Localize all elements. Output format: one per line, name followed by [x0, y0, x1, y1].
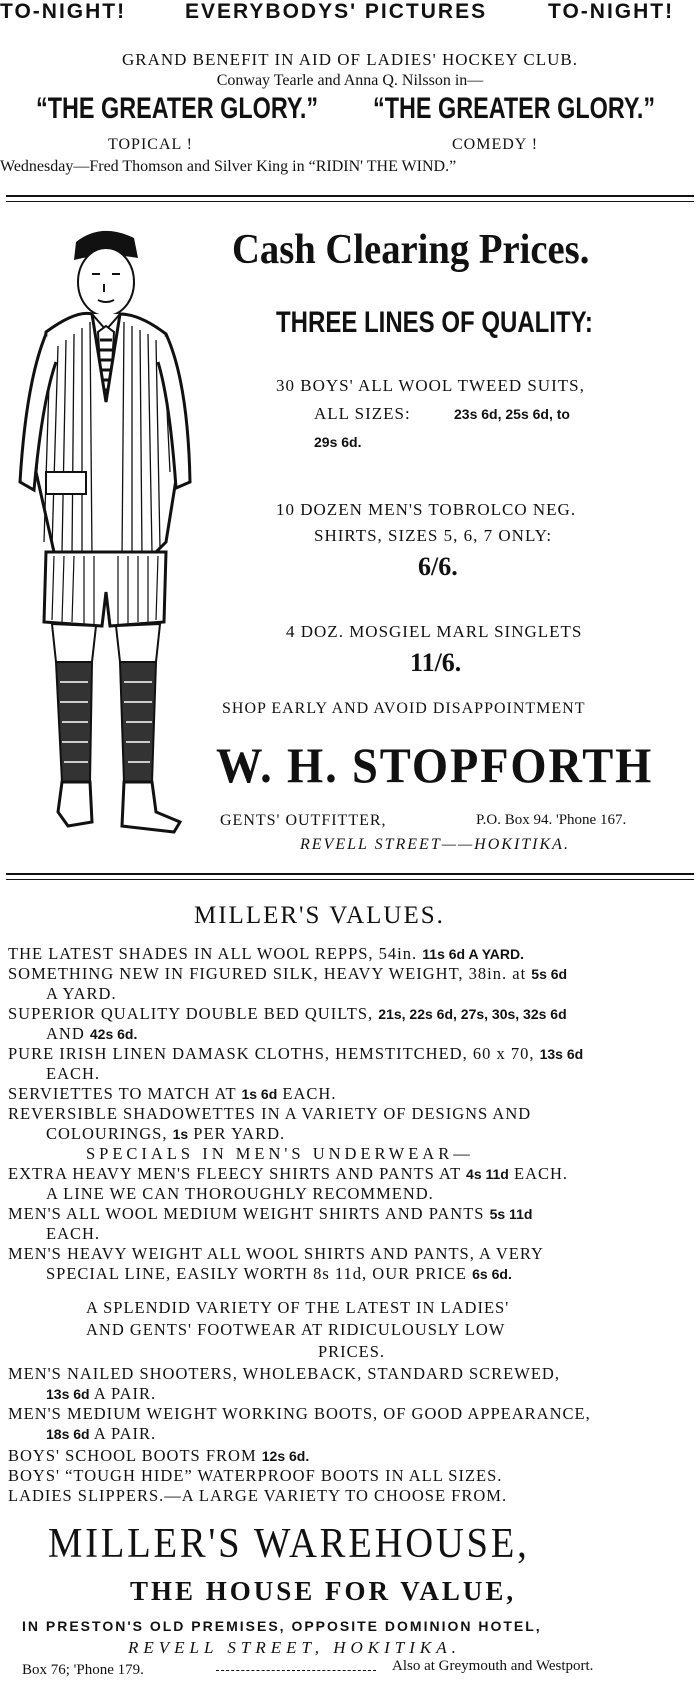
- millers-box: Box 76; 'Phone 179.: [22, 1662, 144, 1678]
- millers-warehouse-name: MILLER'S WAREHOUSE,: [48, 1521, 530, 1567]
- millers-line: LADIES SLIPPERS.—A LARGE VARIETY TO CHOOSE FROM.: [8, 1486, 508, 1505]
- millers-line: AND 42s 6d.: [46, 1024, 138, 1043]
- item1-prices-a: 23s 6d, 25s 6d, to: [454, 406, 570, 422]
- wednesday-line: Wednesday—Fred Thomson and Silver King in “RIDIN' THE WIND.”: [0, 158, 457, 175]
- millers-line: 18s 6d A PAIR.: [46, 1424, 157, 1443]
- millers-line: SPECIALS IN MEN'S UNDERWEAR—: [86, 1144, 474, 1163]
- millers-line: 13s 6d A PAIR.: [46, 1384, 157, 1403]
- millers-line: MEN'S NAILED SHOOTERS, WHOLEBACK, STANDARD SCREWED,: [8, 1364, 560, 1383]
- stopforth-subheading: THREE LINES OF QUALITY:: [276, 306, 593, 339]
- film-title-right: “THE GREATER GLORY.”: [373, 92, 656, 125]
- millers-premises: IN PRESTON'S OLD PREMISES, OPPOSITE DOMINION HOTEL,: [22, 1618, 542, 1634]
- cinema-header-left: TO-NIGHT!: [0, 0, 127, 23]
- millers-line: SPECIAL LINE, EASILY WORTH 8s 11d, OUR PRICE 6s 6d.: [46, 1264, 512, 1283]
- millers-street: REVELL STREET, HOKITIKA.: [128, 1638, 461, 1657]
- millers-line: SERVIETTES TO MATCH AT 1s 6d EACH.: [8, 1084, 337, 1103]
- millers-line: A SPLENDID VARIETY OF THE LATEST IN LADIES': [86, 1298, 510, 1317]
- millers-line: MEN'S MEDIUM WEIGHT WORKING BOOTS, OF GOOD APPEARANCE,: [8, 1404, 591, 1423]
- item1-line2: ALL SIZES:: [314, 404, 411, 423]
- millers-line: SUPERIOR QUALITY DOUBLE BED QUILTS, 21s, 22s 6d, 27s, 30s, 32s 6d: [8, 1004, 567, 1023]
- millers-line: MEN'S HEAVY WEIGHT ALL WOOL SHIRTS AND PANTS, A VERY: [8, 1244, 544, 1263]
- shop-early-line: SHOP EARLY AND AVOID DISAPPOINTMENT: [222, 700, 586, 717]
- millers-line: PURE IRISH LINEN DAMASK CLOTHS, HEMSTITCHED, 60 x 70, 13s 6d: [8, 1044, 584, 1063]
- stars-line: Conway Tearle and Anna Q. Nilsson in—: [216, 72, 484, 89]
- cinema-header-center: EVERYBODYS' PICTURES: [185, 0, 488, 23]
- comedy-label: COMEDY !: [452, 136, 539, 153]
- stopforth-trade: GENTS' OUTFITTER,: [220, 812, 387, 829]
- divider-2b: [6, 879, 694, 880]
- millers-line: EACH.: [46, 1224, 101, 1243]
- millers-slogan: THE HOUSE FOR VALUE,: [130, 1576, 517, 1606]
- item2-line2: SHIRTS, SIZES 5, 6, 7 ONLY:: [314, 526, 553, 545]
- millers-line: EXTRA HEAVY MEN'S FLEECY SHIRTS AND PANTS AT 4s 11d EACH.: [8, 1164, 569, 1183]
- millers-line: THE LATEST SHADES IN ALL WOOL REPPS, 54in. 11s 6d A YARD.: [8, 944, 524, 963]
- item2-price: 6/6.: [418, 552, 458, 581]
- divider-2: [6, 873, 694, 875]
- item2-line1: 10 DOZEN MEN'S TOBROLCO NEG.: [276, 500, 577, 519]
- millers-line: MEN'S ALL WOOL MEDIUM WEIGHT SHIRTS AND PANTS 5s 11d: [8, 1204, 533, 1223]
- stopforth-address: REVELL STREET——HOKITIKA.: [300, 836, 570, 853]
- benefit-line: GRAND BENEFIT IN AID OF LADIES' HOCKEY CLUB.: [121, 50, 578, 69]
- divider-1b: [6, 201, 694, 202]
- millers-line: PRICES.: [318, 1342, 386, 1361]
- millers-line: SOMETHING NEW IN FIGURED SILK, HEAVY WEIGHT, 38in. at 5s 6d: [8, 964, 568, 983]
- millers-line: BOYS' SCHOOL BOOTS FROM 12s 6d.: [8, 1446, 310, 1465]
- millers-line: A LINE WE CAN THOROUGHLY RECOMMEND.: [46, 1184, 434, 1203]
- millers-line: COLOURINGS, 1s PER YARD.: [46, 1124, 286, 1143]
- stopforth-name: W. H. STOPFORTH: [216, 737, 654, 793]
- millers-line: BOYS' “TOUGH HIDE” WATERPROOF BOOTS IN ALL SIZES.: [8, 1466, 503, 1485]
- stopforth-contact: P.O. Box 94. 'Phone 167.: [476, 812, 627, 828]
- item3-line1: 4 DOZ. MOSGIEL MARL SINGLETS: [286, 622, 583, 641]
- millers-heading: MILLER'S VALUES.: [194, 902, 445, 929]
- millers-line: A YARD.: [46, 984, 117, 1003]
- item1-line1: 30 BOYS' ALL WOOL TWEED SUITS,: [276, 376, 585, 395]
- cinema-header-right: TO-NIGHT!: [548, 0, 675, 23]
- dash-rule: [216, 1670, 376, 1671]
- millers-also: Also at Greymouth and Westport.: [392, 1658, 594, 1674]
- boy-in-suit-illustration: [6, 222, 196, 874]
- item1-prices-b: 29s 6d.: [314, 434, 362, 450]
- millers-line: REVERSIBLE SHADOWETTES IN A VARIETY OF DESIGNS AND: [8, 1104, 532, 1123]
- divider-1: [6, 195, 694, 197]
- film-title-left: “THE GREATER GLORY.”: [36, 92, 319, 125]
- topical-label: TOPICAL !: [108, 136, 193, 153]
- millers-line: AND GENTS' FOOTWEAR AT RIDICULOUSLY LOW: [86, 1320, 506, 1339]
- stopforth-heading: Cash Clearing Prices.: [232, 227, 590, 273]
- item3-price: 11/6.: [410, 648, 462, 677]
- millers-line: EACH.: [46, 1064, 101, 1083]
